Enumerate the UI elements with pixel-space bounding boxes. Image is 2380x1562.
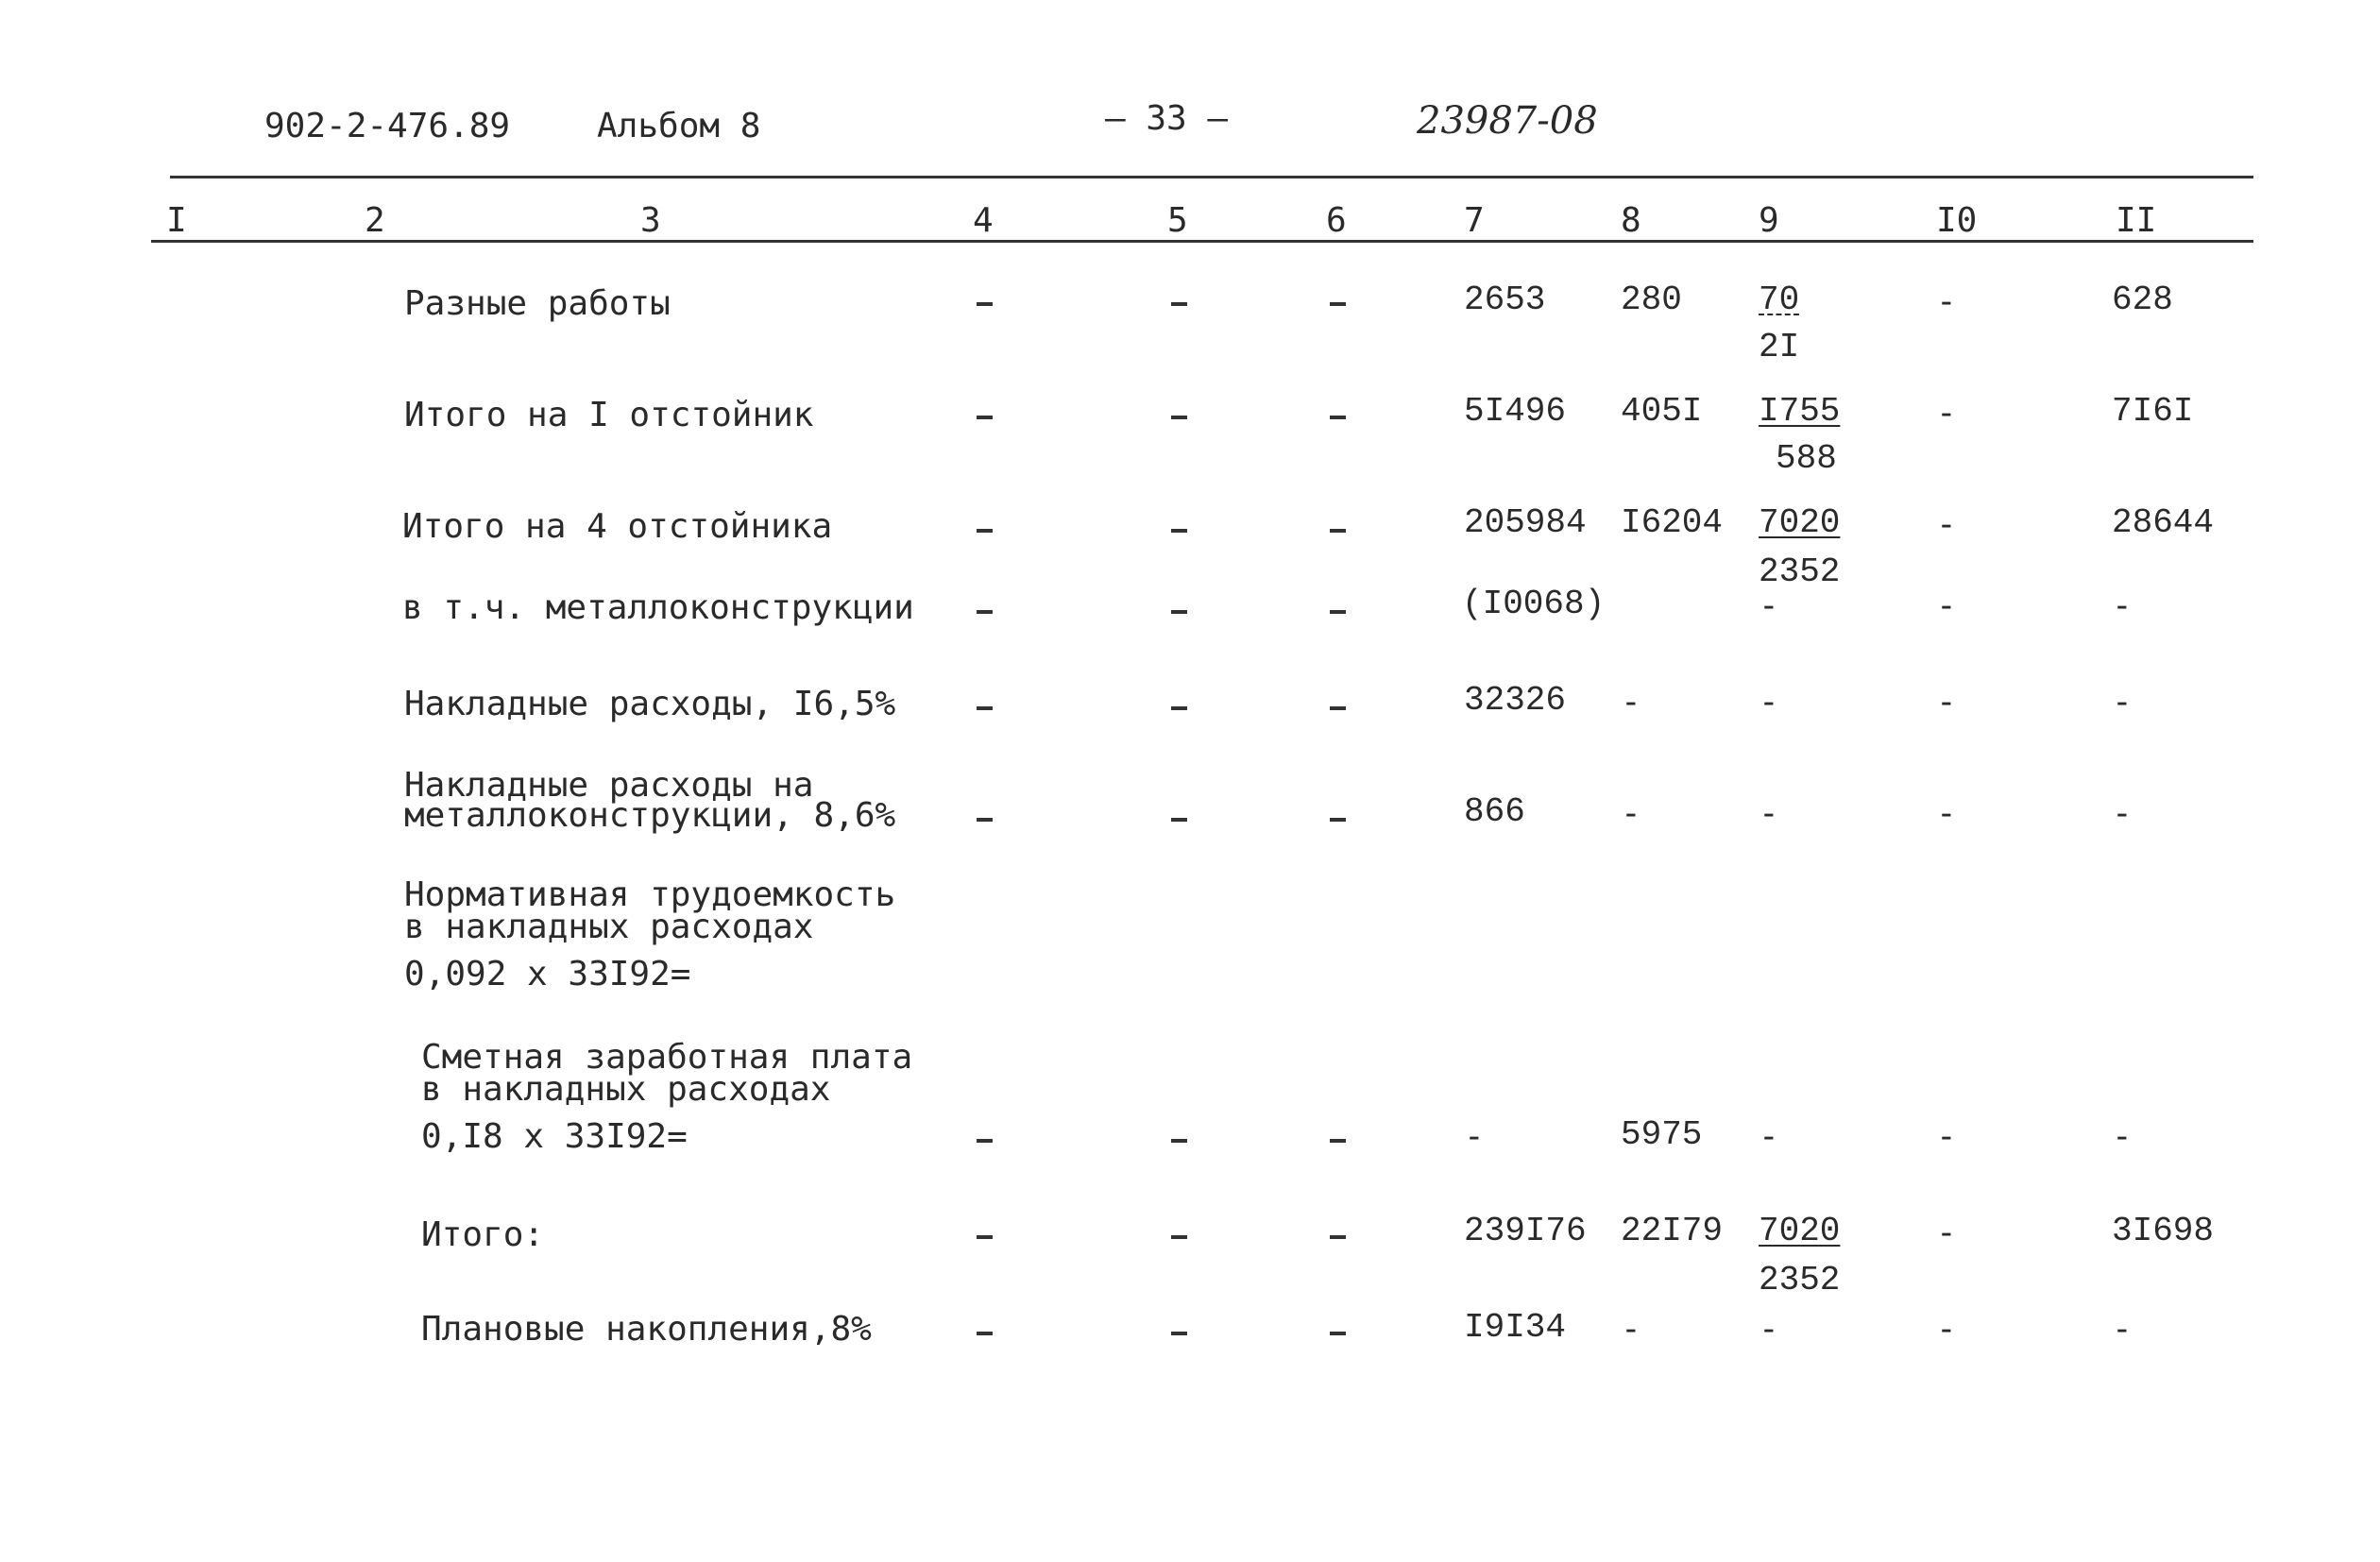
cell-col8: 22I79	[1621, 1212, 1724, 1250]
empty-dash	[1171, 529, 1187, 533]
cell-col10: -	[1936, 683, 1957, 722]
empty-dash	[977, 706, 993, 710]
empty-dash	[1171, 1332, 1187, 1335]
row-label-line-2: в накладных расходах	[421, 1070, 831, 1109]
cell-col7: I9I34	[1464, 1308, 1567, 1347]
cell-col7: 866	[1464, 792, 1525, 831]
handwritten-code: 23987-08	[1417, 99, 1598, 143]
empty-dash	[977, 818, 993, 822]
cell-col10: -	[1936, 1310, 1957, 1349]
column-number-9: 9	[1759, 201, 1779, 240]
row-label: Итого на I отстойник	[404, 396, 814, 434]
document-code: 902-2-476.89	[264, 107, 511, 145]
cell-col8: 5975	[1621, 1115, 1703, 1154]
column-number-11: II	[2116, 201, 2157, 240]
empty-dash	[1171, 610, 1187, 614]
cell-col7: 5I496	[1464, 392, 1567, 431]
empty-dash	[1330, 1139, 1346, 1143]
row-label-line-3: 0,I8 х 33I92=	[421, 1117, 688, 1156]
cell-col9-bottom: 2I	[1759, 328, 1800, 366]
cell-col11: 7I6I	[2112, 392, 2194, 431]
column-number-4: 4	[973, 201, 994, 240]
cell-col9-bottom: 588	[1776, 439, 1837, 478]
empty-dash	[1330, 416, 1346, 419]
empty-dash	[1330, 610, 1346, 614]
row-label: Накладные расходы, I6,5%	[404, 685, 896, 723]
cell-col11: 628	[2112, 280, 2173, 319]
empty-dash	[977, 529, 993, 533]
cell-col8: 405I	[1621, 392, 1703, 431]
cell-col10: -	[1936, 586, 1957, 625]
empty-dash	[1171, 302, 1187, 306]
cell-col8: I6204	[1621, 503, 1724, 542]
cell-col7: -	[1464, 1117, 1485, 1156]
cell-col11: -	[2112, 794, 2133, 833]
column-number-8: 8	[1621, 201, 1641, 240]
cell-col11: 28644	[2112, 503, 2215, 542]
cell-col9: -	[1759, 683, 1779, 722]
row-label-line-2: металлоконструкции, 8,6%	[404, 796, 896, 835]
empty-dash	[1330, 302, 1346, 306]
cell-col7: 205984	[1464, 503, 1587, 542]
cell-col9: -	[1759, 1117, 1779, 1156]
cell-col11: 3I698	[2112, 1212, 2215, 1250]
cell-col7: 32326	[1464, 681, 1567, 720]
empty-dash	[977, 1235, 993, 1239]
empty-dash	[977, 302, 993, 306]
cell-col7: 239I76	[1464, 1212, 1587, 1250]
empty-dash	[1330, 818, 1346, 822]
cell-col9-bottom: 2352	[1759, 552, 1841, 591]
empty-dash	[1330, 529, 1346, 533]
empty-dash	[1330, 1235, 1346, 1239]
row-label: в т.ч. металлоконструкции	[402, 588, 914, 627]
empty-dash	[977, 1139, 993, 1143]
cell-col7: (I0068)	[1462, 585, 1606, 623]
row-label-line-2: в накладных расходах	[404, 908, 814, 946]
cell-col9-top: I755	[1759, 392, 1841, 431]
column-number-6: 6	[1326, 201, 1347, 240]
album-label: Альбом 8	[597, 107, 761, 145]
cell-col11: -	[2112, 683, 2133, 722]
column-number-2: 2	[365, 201, 385, 240]
column-number-10: I0	[1936, 201, 1978, 240]
cell-col9-top: 7020	[1759, 503, 1841, 542]
empty-dash	[977, 1332, 993, 1335]
cell-col9-top: 70	[1759, 280, 1800, 319]
empty-dash	[1171, 1139, 1187, 1143]
cell-col10: -	[1936, 282, 1957, 321]
cell-col8: 280	[1621, 280, 1682, 319]
empty-dash	[1330, 1332, 1346, 1335]
cell-col11: -	[2112, 1117, 2133, 1156]
column-number-1: I	[166, 201, 187, 240]
row-label: Итого на 4 отстойника	[402, 507, 833, 546]
cell-col10: -	[1936, 394, 1957, 433]
cell-col9-top: 7020	[1759, 1212, 1841, 1250]
cell-col10: -	[1936, 505, 1957, 544]
row-label-line-1: Нормативная трудоемкость	[404, 875, 896, 914]
row-label-line-1: Сметная заработная плата	[421, 1038, 913, 1077]
empty-dash	[1171, 818, 1187, 822]
empty-dash	[1171, 416, 1187, 419]
cell-col10: -	[1936, 1214, 1957, 1252]
cell-col9: -	[1759, 586, 1779, 625]
cell-col9: -	[1759, 794, 1779, 833]
column-number-5: 5	[1167, 201, 1188, 240]
cell-col8: -	[1621, 683, 1641, 722]
column-number-3: 3	[640, 201, 661, 240]
empty-dash	[977, 610, 993, 614]
row-label-line-1: Накладные расходы на	[404, 766, 814, 805]
empty-dash	[1330, 706, 1346, 710]
column-number-7: 7	[1464, 201, 1485, 240]
cell-col10: -	[1936, 1117, 1957, 1156]
row-label: Плановые накопления,8%	[421, 1310, 872, 1349]
row-label-line-3: 0,092 х 33I92=	[404, 955, 691, 993]
column-header-rule	[151, 240, 2253, 243]
page-number: — 33 —	[1105, 99, 1229, 138]
cell-col9-bottom: 2352	[1759, 1261, 1841, 1299]
table-top-rule	[170, 176, 2253, 178]
cell-col8: -	[1621, 794, 1641, 833]
cell-col11: -	[2112, 1310, 2133, 1349]
empty-dash	[977, 416, 993, 419]
row-label: Разные работы	[404, 284, 671, 323]
cell-col8: -	[1621, 1310, 1641, 1349]
empty-dash	[1171, 706, 1187, 710]
empty-dash	[1171, 1235, 1187, 1239]
cell-col11: -	[2112, 586, 2133, 625]
cell-col10: -	[1936, 794, 1957, 833]
row-label: Итого:	[421, 1215, 545, 1254]
cell-col9: -	[1759, 1310, 1779, 1349]
cell-col7: 2653	[1464, 280, 1546, 319]
